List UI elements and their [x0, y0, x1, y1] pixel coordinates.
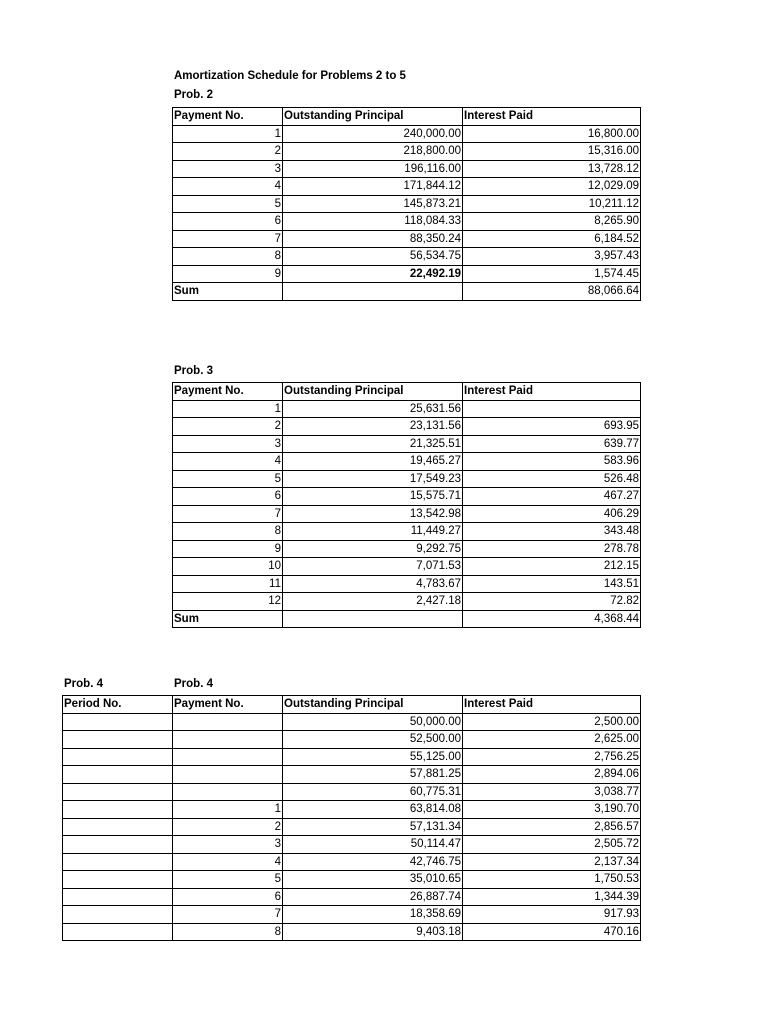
- prob3-table: [172, 382, 641, 628]
- payment-no-cell: 3: [173, 160, 283, 178]
- payment-no-cell: [173, 748, 283, 766]
- payment-no-cell: 3: [173, 435, 283, 453]
- empty-cell: [283, 610, 463, 628]
- table-row: [173, 160, 641, 178]
- principal-cell: 63,814.08: [283, 801, 463, 819]
- principal-cell: 23,131.56: [283, 418, 463, 436]
- payment-no-cell: 8: [173, 523, 283, 541]
- interest-cell: 2,856.57: [463, 818, 641, 836]
- principal-cell: 55,125.00: [283, 748, 463, 766]
- principal-cell: 218,800.00: [283, 143, 463, 161]
- interest-cell: 470.16: [463, 923, 641, 941]
- principal-cell: 196,116.00: [283, 160, 463, 178]
- payment-no-cell: 5: [173, 470, 283, 488]
- table-row: [173, 575, 641, 593]
- column-header: Outstanding Principal: [283, 108, 463, 126]
- table-row: [173, 435, 641, 453]
- interest-cell: 3,957.43: [463, 248, 641, 266]
- interest-cell: [463, 400, 641, 418]
- column-header: Outstanding Principal: [283, 696, 463, 714]
- principal-cell: 9,403.18: [283, 923, 463, 941]
- table-row: [63, 713, 641, 731]
- table-row: [173, 125, 641, 143]
- period-no-cell: [63, 766, 173, 784]
- principal-cell: 15,575.71: [283, 488, 463, 506]
- table-row: [63, 818, 641, 836]
- period-no-cell: [63, 923, 173, 941]
- sum-value: 4,368.44: [463, 610, 641, 628]
- table-row: [173, 523, 641, 541]
- interest-cell: 10,211.12: [463, 195, 641, 213]
- interest-cell: 526.48: [463, 470, 641, 488]
- table-row: [173, 453, 641, 471]
- column-header: Interest Paid: [463, 108, 641, 126]
- principal-cell: 26,887.74: [283, 888, 463, 906]
- payment-no-cell: 9: [173, 265, 283, 283]
- principal-cell: 22,492.19: [283, 265, 463, 283]
- table-row: [173, 230, 641, 248]
- principal-cell: 35,010.65: [283, 871, 463, 889]
- table-row: [63, 906, 641, 924]
- table-row: [173, 540, 641, 558]
- principal-cell: 42,746.75: [283, 853, 463, 871]
- interest-cell: 2,500.00: [463, 713, 641, 731]
- principal-cell: 57,131.34: [283, 818, 463, 836]
- page-title: Amortization Schedule for Problems 2 to 5: [174, 70, 406, 82]
- principal-cell: 88,350.24: [283, 230, 463, 248]
- prob2-header-row: [173, 108, 641, 126]
- table-row: [173, 400, 641, 418]
- interest-cell: 212.15: [463, 558, 641, 576]
- prob4-label-left: Prob. 4: [64, 678, 103, 690]
- principal-cell: 17,549.23: [283, 470, 463, 488]
- table-row: [63, 731, 641, 749]
- payment-no-cell: 9: [173, 540, 283, 558]
- principal-cell: 60,775.31: [283, 783, 463, 801]
- table-row: [173, 505, 641, 523]
- table-row: [173, 195, 641, 213]
- payment-no-cell: 6: [173, 488, 283, 506]
- payment-no-cell: 8: [173, 923, 283, 941]
- principal-cell: 19,465.27: [283, 453, 463, 471]
- prob4-table: [62, 695, 641, 941]
- interest-cell: 1,574.45: [463, 265, 641, 283]
- principal-cell: 240,000.00: [283, 125, 463, 143]
- payment-no-cell: 2: [173, 818, 283, 836]
- table-row: [173, 265, 641, 283]
- column-header: Payment No.: [173, 108, 283, 126]
- interest-cell: 1,344.39: [463, 888, 641, 906]
- interest-cell: 2,137.34: [463, 853, 641, 871]
- table-row: [63, 783, 641, 801]
- payment-no-cell: 8: [173, 248, 283, 266]
- interest-cell: 72.82: [463, 593, 641, 611]
- column-header: Outstanding Principal: [283, 383, 463, 401]
- prob2-label: Prob. 2: [174, 89, 213, 101]
- prob4-label-right: Prob. 4: [174, 678, 213, 690]
- payment-no-cell: 7: [173, 505, 283, 523]
- payment-no-cell: 4: [173, 453, 283, 471]
- period-no-cell: [63, 713, 173, 731]
- payment-no-cell: 1: [173, 801, 283, 819]
- table-row: [173, 418, 641, 436]
- interest-cell: 406.29: [463, 505, 641, 523]
- table-row: [63, 923, 641, 941]
- principal-cell: 25,631.56: [283, 400, 463, 418]
- principal-cell: 50,114.47: [283, 836, 463, 854]
- empty-cell: [283, 283, 463, 301]
- payment-no-cell: [173, 731, 283, 749]
- payment-no-cell: 1: [173, 400, 283, 418]
- period-no-cell: [63, 783, 173, 801]
- principal-cell: 9,292.75: [283, 540, 463, 558]
- prob3-header-row: [173, 383, 641, 401]
- interest-cell: 639.77: [463, 435, 641, 453]
- column-header: Payment No.: [173, 383, 283, 401]
- sum-value: 88,066.64: [463, 283, 641, 301]
- interest-cell: 3,190.70: [463, 801, 641, 819]
- table-row: [63, 871, 641, 889]
- period-no-cell: [63, 871, 173, 889]
- period-no-cell: [63, 853, 173, 871]
- sum-label: Sum: [173, 610, 283, 628]
- payment-no-cell: 2: [173, 418, 283, 436]
- interest-cell: 2,505.72: [463, 836, 641, 854]
- interest-cell: 693.95: [463, 418, 641, 436]
- principal-cell: 21,325.51: [283, 435, 463, 453]
- principal-cell: 118,084.33: [283, 213, 463, 231]
- interest-cell: 1,750.53: [463, 871, 641, 889]
- interest-cell: 2,625.00: [463, 731, 641, 749]
- interest-cell: 13,728.12: [463, 160, 641, 178]
- interest-cell: 2,894.06: [463, 766, 641, 784]
- payment-no-cell: 12: [173, 593, 283, 611]
- prob4-header-row: [63, 696, 641, 714]
- table-row: [173, 558, 641, 576]
- table-row: [63, 801, 641, 819]
- table-row: [173, 488, 641, 506]
- column-header: Payment No.: [173, 696, 283, 714]
- principal-cell: 56,534.75: [283, 248, 463, 266]
- payment-no-cell: [173, 766, 283, 784]
- period-no-cell: [63, 801, 173, 819]
- period-no-cell: [63, 888, 173, 906]
- period-no-cell: [63, 748, 173, 766]
- interest-cell: 143.51: [463, 575, 641, 593]
- payment-no-cell: 6: [173, 888, 283, 906]
- table-row: [63, 766, 641, 784]
- table-row: [63, 748, 641, 766]
- column-header: Interest Paid: [463, 383, 641, 401]
- table-row: [63, 853, 641, 871]
- table-row: [173, 248, 641, 266]
- prob2-table: [172, 107, 641, 301]
- interest-cell: 917.93: [463, 906, 641, 924]
- column-header: Period No.: [63, 696, 173, 714]
- payment-no-cell: 2: [173, 143, 283, 161]
- payment-no-cell: 7: [173, 906, 283, 924]
- period-no-cell: [63, 818, 173, 836]
- payment-no-cell: 1: [173, 125, 283, 143]
- principal-cell: 2,427.18: [283, 593, 463, 611]
- interest-cell: 467.27: [463, 488, 641, 506]
- prob3-label: Prob. 3: [174, 365, 213, 377]
- principal-cell: 18,358.69: [283, 906, 463, 924]
- payment-no-cell: 5: [173, 195, 283, 213]
- period-no-cell: [63, 836, 173, 854]
- payment-no-cell: 4: [173, 178, 283, 196]
- period-no-cell: [63, 731, 173, 749]
- sum-row: [173, 610, 641, 628]
- interest-cell: 8,265.90: [463, 213, 641, 231]
- interest-cell: 2,756.25: [463, 748, 641, 766]
- table-row: [173, 213, 641, 231]
- table-row: [63, 836, 641, 854]
- payment-no-cell: [173, 783, 283, 801]
- interest-cell: 583.96: [463, 453, 641, 471]
- column-header: Interest Paid: [463, 696, 641, 714]
- table-row: [173, 470, 641, 488]
- payment-no-cell: 11: [173, 575, 283, 593]
- table-row: [173, 143, 641, 161]
- table-row: [173, 593, 641, 611]
- interest-cell: 278.78: [463, 540, 641, 558]
- principal-cell: 13,542.98: [283, 505, 463, 523]
- payment-no-cell: 10: [173, 558, 283, 576]
- principal-cell: 11,449.27: [283, 523, 463, 541]
- interest-cell: 343.48: [463, 523, 641, 541]
- payment-no-cell: 4: [173, 853, 283, 871]
- principal-cell: 145,873.21: [283, 195, 463, 213]
- interest-cell: 3,038.77: [463, 783, 641, 801]
- interest-cell: 6,184.52: [463, 230, 641, 248]
- principal-cell: 50,000.00: [283, 713, 463, 731]
- payment-no-cell: 6: [173, 213, 283, 231]
- sum-label: Sum: [173, 283, 283, 301]
- payment-no-cell: 7: [173, 230, 283, 248]
- table-row: [173, 178, 641, 196]
- table-row: [63, 888, 641, 906]
- interest-cell: 12,029.09: [463, 178, 641, 196]
- payment-no-cell: 3: [173, 836, 283, 854]
- payment-no-cell: [173, 713, 283, 731]
- period-no-cell: [63, 906, 173, 924]
- payment-no-cell: 5: [173, 871, 283, 889]
- principal-cell: 171,844.12: [283, 178, 463, 196]
- interest-cell: 16,800.00: [463, 125, 641, 143]
- principal-cell: 52,500.00: [283, 731, 463, 749]
- principal-cell: 4,783.67: [283, 575, 463, 593]
- interest-cell: 15,316.00: [463, 143, 641, 161]
- sum-row: [173, 283, 641, 301]
- principal-cell: 7,071.53: [283, 558, 463, 576]
- principal-cell: 57,881.25: [283, 766, 463, 784]
